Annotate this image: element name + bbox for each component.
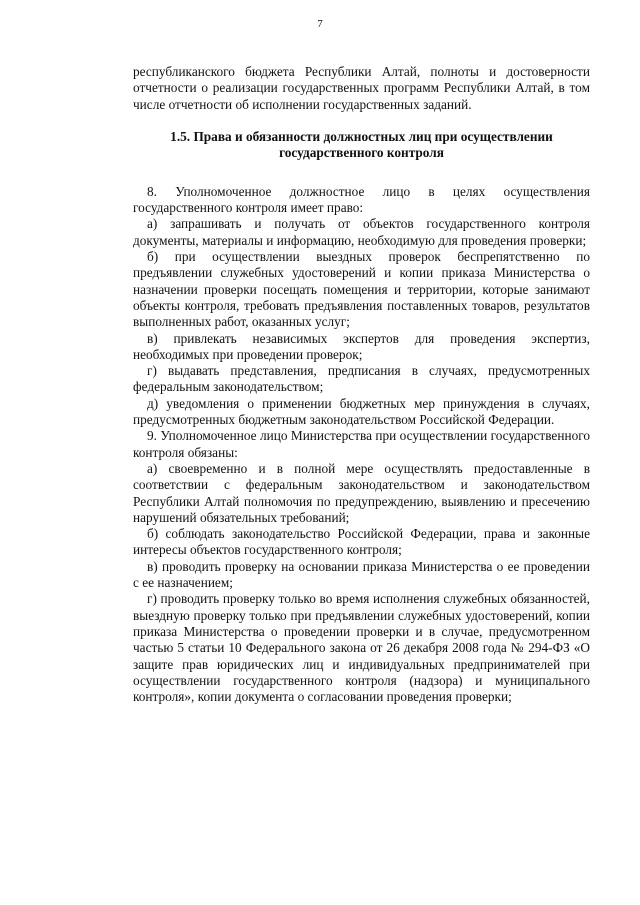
paragraph-9b: б) соблюдать законодательство Российской Федерации, права и законные интересы объектов государственного контроля; bbox=[133, 526, 590, 558]
page-number: 7 bbox=[317, 18, 323, 30]
paragraph-9g: г) проводить проверку только во время исполнения служебных обязанностей, выездную проверку только при предъявлении служебных удостоверений, копии приказа Министерства о проведении проверки и в случае, предусмотренном частью 5 статьи 10 Федерального закона от 26 декабря 2008 года № 294-ФЗ «О защите прав юридических лиц и индивидуальных предпринимателей при осуществлении государственного контроля (надзора) и муниципального контроля», копии документа о согласовании проведения проверки; bbox=[133, 591, 590, 705]
document-body bbox=[133, 64, 590, 705]
paragraph-9a: а) своевременно и в полной мере осуществлять предоставленные в соответствии с федеральным законодательством и законодательством Республики Алтай полномочия по предупреждению, выявлению и пресечению нарушений обязательных требований; bbox=[133, 460, 590, 525]
paragraph-8v: в) привлекать независимых экспертов для проведения экспертиз, необходимых при проведении проверок; bbox=[133, 330, 590, 362]
paragraph-9v: в) проводить проверку на основании приказа Министерства о ее проведении с ее назначением; bbox=[133, 558, 590, 591]
paragraph-8d: д) уведомления о применении бюджетных мер принуждения в случаях, предусмотренных бюджетным законодательством Российской Федерации. bbox=[133, 395, 590, 428]
intro-paragraph: республиканского бюджета Республики Алтай, полноты и достоверности отчетности о реализации государственных программ Республики Алтай, в том числе отчетности об исполнении государственных заданий. bbox=[133, 64, 590, 112]
paragraph-8b: б) при осуществлении выездных проверок беспрепятственно по предъявлении служебных удостоверений и копии приказа Министерства о назначении проверки посещать помещения и территории, которые занимают объекты контроля, требовать предъявления поставленных товаров, результатов выполненных работ, оказанных услуг; bbox=[133, 249, 590, 330]
section-title: 1.5. Права и обязанности должностных лиц при осуществлении государственного контроля bbox=[170, 128, 553, 161]
paragraph-8a: а) запрашивать и получать от объектов государственного контроля документы, материалы и информацию, необходимую для проведения проверки; bbox=[133, 216, 590, 248]
paragraph-9: 9. Уполномоченное лицо Министерства при осуществлении государственного контроля обязаны: bbox=[133, 428, 590, 460]
paragraph-8: 8. Уполномоченное должностное лицо в целях осуществления государственного контроля имеет право: bbox=[133, 183, 590, 216]
paragraph-8g: г) выдавать представления, предписания в случаях, предусмотренных федеральным законодательством; bbox=[133, 363, 590, 395]
